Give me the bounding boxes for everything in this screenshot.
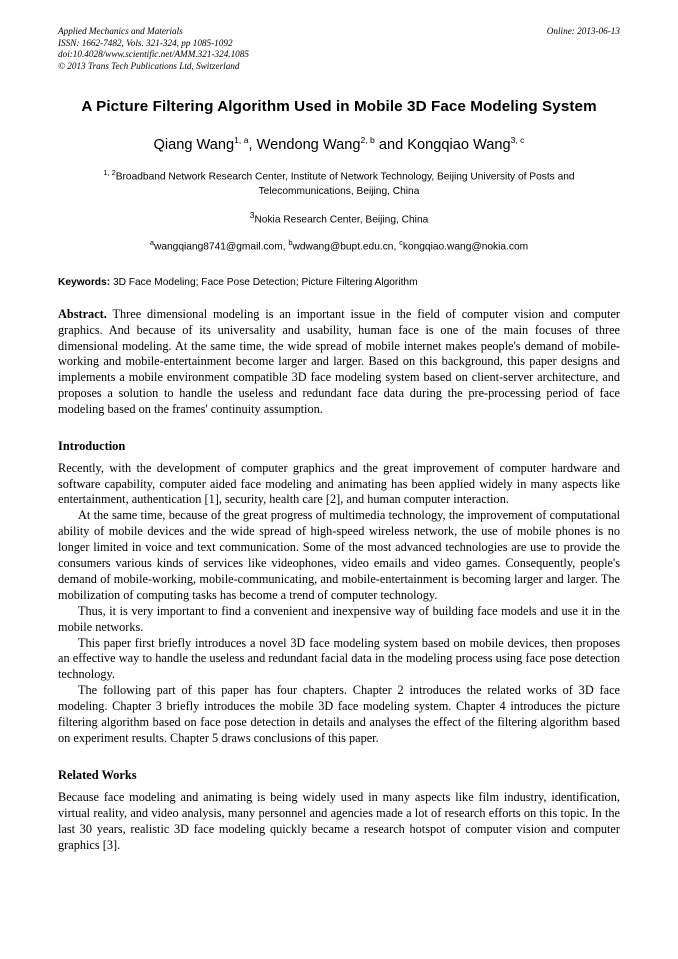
email-3-marker: c (399, 237, 403, 247)
affiliation-1 (58, 166, 620, 199)
author-2-marker: 2, b (360, 135, 375, 145)
author-1-name: Qiang Wang (153, 136, 235, 153)
journal-issn: ISSN: 1662-7482, Vols. 321-324, pp 1085-1092 (58, 37, 233, 48)
section-heading-introduction: Introduction (58, 438, 126, 453)
related-works-paragraph-1: Because face modeling and animating is being widely used in many aspects like film industry, identification, virtual reality, and video analysis, many personnel and agencies made a lot of research efforts on this topic. In the last 30 years, realistic 3D face modeling quickly became a research hotspot of computer vision and computer graphics [3]. (58, 789, 620, 852)
page-header (58, 26, 620, 82)
intro-paragraph-5: The following part of this paper has four chapters. Chapter 2 introduces the related works of 3D face modeling. Chapter 3 briefly introduces the mobile 3D face modeling system. Chapter 4 introduces the picture filtering algorithm based on face pose detection in details and analyses the effect of the filtering algorithm based on experiment results. Chapter 5 draws conclusions of this paper. (58, 683, 620, 746)
journal-copyright: © 2013 Trans Tech Publications Ltd, Switzerland (58, 60, 240, 71)
affiliation-2-marker: 3 (249, 210, 255, 221)
author-2-name: Wendong Wang (256, 136, 361, 153)
intro-paragraph-3: Thus, it is very important to find a convenient and inexpensive way of building face models and use it in the mobile networks. (58, 603, 620, 634)
affiliation-1-marker: 1, 2 (103, 167, 116, 177)
email-2: wdwang@bupt.edu.cn (292, 241, 394, 253)
keywords-line (58, 277, 620, 288)
journal-doi: doi:10.4028/www.scientific.net/AMM.321-324.1085 (58, 49, 249, 60)
author-3-marker: 3, c (510, 135, 525, 145)
intro-paragraph-2: At the same time, because of the great progress of multimedia technology, the improvement of computational ability of mobile devices and the wide spread of high-speed wireless network, the use of mobile phones is no longer limited in voice and text communication. Some of the most advanced technologies are use to provide the consumers various kinds of services like videophones, video emails and video games. Consequently, people's demand of mobile-working, mobile-communicating, and mobile-entertainment is becoming larger and larger. The mobilization of computing tasks has become a trend of computer technology. (58, 508, 620, 602)
journal-name: Applied Mechanics and Materials (58, 26, 183, 36)
email-3: kongqiao.wang@nokia.com (402, 241, 529, 253)
affiliation-2-text: Nokia Research Center, Beijing, China (254, 214, 429, 226)
author-emails (58, 238, 620, 252)
email-2-marker: b (288, 237, 293, 247)
paper-title: A Picture Filtering Algorithm Used in Mobile 3D Face Modeling System (81, 98, 597, 115)
header-journal-block (58, 26, 478, 72)
keywords-text: 3D Face Modeling; Face Pose Detection; Picture Filtering Algorithm (112, 277, 418, 289)
author-3-name: Kongqiao Wang (407, 136, 511, 153)
email-1-marker: a (149, 237, 154, 247)
intro-paragraph-4: This paper first briefly introduces a novel 3D face modeling system based on mobile devices, then proposes an effective way to handle the useless and redundant facial data in the modeling process using face pose detection technology. (58, 635, 620, 682)
abstract-label: Abstract. (58, 307, 107, 322)
affiliation-2 (58, 210, 620, 225)
online-date: Online: 2013-06-13 (546, 26, 620, 36)
intro-paragraph-1: Recently, with the development of computer graphics and the great improvement of computer hardware and software capability, computer aided face modeling and animating has been applied widely in many aspects like entertainment, authentication [1], security, health care [2], and human computer interaction. (58, 460, 620, 507)
email-separator-2: , (393, 241, 400, 253)
section-heading-related-works: Related Works (58, 767, 137, 782)
author-list (58, 135, 620, 153)
abstract-text: Three dimensional modeling is an important issue in the field of computer vision and computer graphics. And because of its universality and usability, human face is one of the main focuses of three dimensional modeling. At the same time, the wide spread of mobile internet makes people's demand of mobile-working and mobile-entertainment become larger and larger. Based on this background, this paper designs and implements a mobile environment compatible 3D face modeling system based on client-server architecture, and proposes a solution to handle the useless and redundant face data during the pre-processing period of face modeling based on the frames' continuity assumption. (58, 307, 620, 416)
email-separator-1: , (282, 241, 289, 253)
abstract-block (58, 307, 620, 418)
keywords-label: Keywords: (58, 277, 111, 289)
email-1: wangqiang8741@gmail.com (153, 241, 283, 253)
affiliation-1-text: Broadband Network Research Center, Institute of Network Technology, Beijing University of Posts and Telecommunications, Beijing, China (115, 171, 575, 197)
author-1-marker: 1, a (234, 135, 249, 145)
author-separator-1: , (248, 136, 257, 153)
author-separator-2: and (374, 136, 408, 153)
